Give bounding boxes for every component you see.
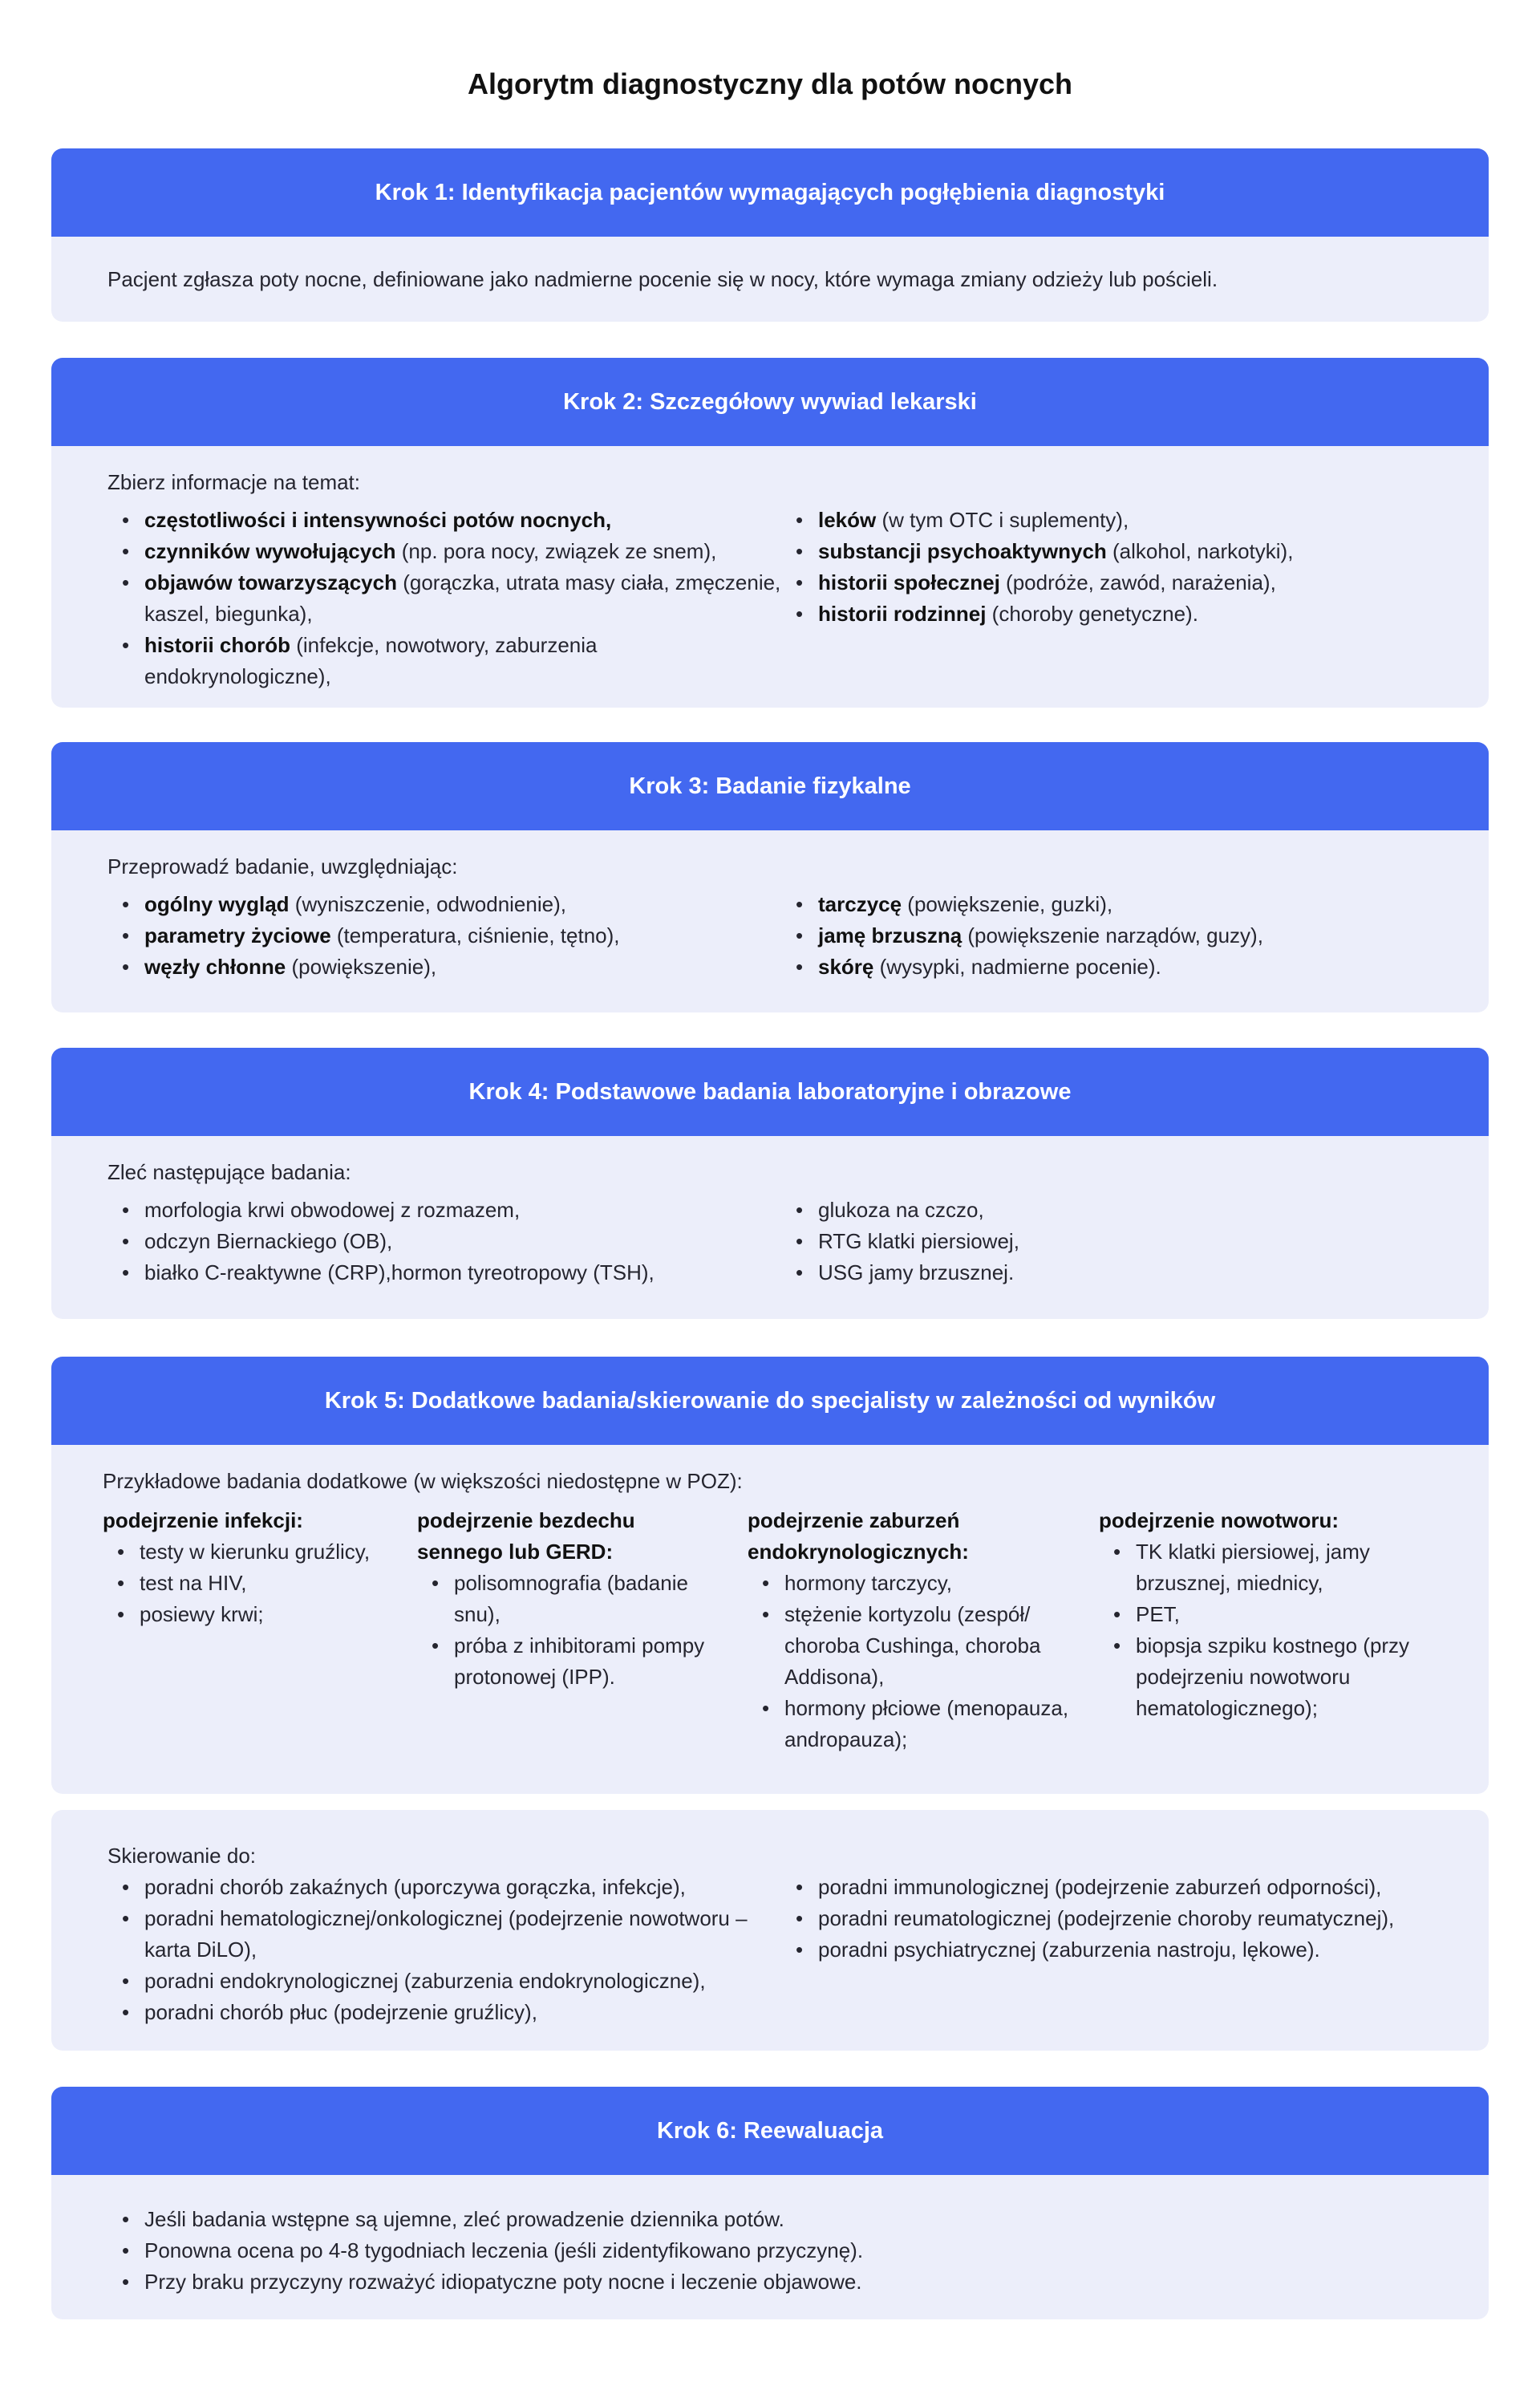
step-3-card [51,742,1489,1012]
step-2-list-right [781,505,1423,692]
list-item: • poradni psychiatrycznej (zaburzenia nastroju, lękowe). [781,1934,1423,1966]
list-item: • posiewy krwi; [103,1599,417,1630]
step-1-text: Pacjent zgłasza poty nocne, definiowane jako nadmierne pocenie się w nocy, które wymaga zmiany odzieży lub pościeli. [107,267,1218,291]
group-title: podejrzenie zaburzeń endokrynologicznych: [748,1508,969,1564]
group-apnea-gerd [417,1505,748,1755]
list-item: • historii społecznej (podróże, zawód, narażenia), [781,567,1423,598]
list-item: • objawów towarzyszących (gorączka, utrata masy ciała, zmęczenie, kaszel, biegunka), [107,567,781,630]
group-infection [103,1505,417,1755]
referral-list-left [107,1872,781,2028]
list-item: • morfologia krwi obwodowej z rozmazem, [107,1195,781,1226]
list-item: • hormony płciowe (menopauza, andropauza); [748,1693,1076,1755]
list-item: • próba z inhibitorami pompy protonowej (IPP). [417,1630,714,1693]
list-item: • poradni immunologicznej (podejrzenie zaburzeń odporności), [781,1872,1423,1903]
list-item: • PET, [1099,1599,1428,1630]
list-item: • biopsja szpiku kostnego (przy podejrzeniu nowotworu hematologicznego); [1099,1630,1428,1724]
list-item: • tarczycę (powiększenie, guzki), [781,889,1423,920]
step-1-header: Krok 1: Identyfikacja pacjentów wymagających pogłębienia diagnostyki [51,148,1489,237]
group-title: podejrzenie bezdechu sennego lub GERD: [417,1508,635,1564]
step-4-body [51,1136,1489,1288]
list-item: • hormony tarczycy, [748,1568,1076,1599]
step-4-card [51,1048,1489,1319]
step-2-body [51,446,1489,692]
list-item: • poradni chorób płuc (podejrzenie gruźlicy), [107,1997,781,2028]
step-5-header: Krok 5: Dodatkowe badania/skierowanie do specjalisty w zależności od wyników [51,1357,1489,1445]
list-item: • poradni endokrynologicznej (zaburzenia endokrynologiczne), [107,1966,781,1997]
step-6-card [51,2087,1489,2319]
step-6-list [107,2204,1433,2298]
list-item: • historii chorób (infekcje, nowotwory, zaburzenia endokrynologiczne), [107,630,781,692]
step-5-intro: Przykładowe badania dodatkowe (w większości niedostępne w POZ): [103,1469,743,1493]
step-1-body [51,237,1489,295]
list-item: • parametry życiowe (temperatura, ciśnienie, tętno), [107,920,781,952]
group-endocrine [748,1505,1099,1755]
step-2-header: Krok 2: Szczegółowy wywiad lekarski [51,358,1489,446]
step-6-body [51,2175,1489,2298]
list-item: • test na HIV, [103,1568,417,1599]
step-4-intro: Zleć następujące badania: [107,1160,351,1184]
list-item: • glukoza na czczo, [781,1195,1423,1226]
list-item: • leków (w tym OTC i suplementy), [781,505,1423,536]
list-item: • ogólny wygląd (wyniszczenie, odwodnienie), [107,889,781,920]
list-item: • Ponowna ocena po 4-8 tygodniach leczenia (jeśli zidentyfikowano przyczynę). [107,2235,1433,2266]
step-4-list-left [107,1195,781,1288]
referral-body [51,1810,1489,2028]
list-item: • jamę brzuszną (powiększenie narządów, guzy), [781,920,1423,952]
list-item: • RTG klatki piersiowej, [781,1226,1423,1257]
list-item: • skórę (wysypki, nadmierne pocenie). [781,952,1423,983]
list-item: • polisomnografia (badanie snu), [417,1568,714,1630]
list-item: • Jeśli badania wstępne są ujemne, zleć prowadzenie dziennika potów. [107,2204,1433,2235]
step-5-card [51,1357,1489,1794]
list-item: • Przy braku przyczyny rozważyć idiopatyczne poty nocne i leczenie objawowe. [107,2266,1433,2298]
step-3-intro: Przeprowadź badanie, uwzględniając: [107,854,458,878]
step-3-header: Krok 3: Badanie fizykalne [51,742,1489,830]
step-4-header: Krok 4: Podstawowe badania laboratoryjne i obrazowe [51,1048,1489,1136]
step-2-list-left [107,505,781,692]
list-item: • historii rodzinnej (choroby genetyczne). [781,598,1423,630]
group-title: podejrzenie nowotworu: [1099,1508,1339,1532]
list-item: • poradni chorób zakaźnych (uporczywa gorączka, infekcje), [107,1872,781,1903]
list-item: • węzły chłonne (powiększenie), [107,952,781,983]
step-3-list-left [107,889,781,983]
list-item: • testy w kierunku gruźlicy, [103,1536,417,1568]
list-item: • czynników wywołujących (np. pora nocy, związek ze snem), [107,536,781,567]
step-6-header: Krok 6: Reewaluacja [51,2087,1489,2175]
step-1-card [51,148,1489,322]
group-title: podejrzenie infekcji: [103,1508,303,1532]
list-item: • poradni reumatologicznej (podejrzenie choroby reumatycznej), [781,1903,1423,1934]
step-3-body [51,830,1489,983]
referral-intro: Skierowanie do: [107,1844,256,1868]
step-5-body [51,1445,1489,1755]
list-item: • odczyn Biernackiego (OB), [107,1226,781,1257]
list-item: • TK klatki piersiowej, jamy brzusznej, miednicy, [1099,1536,1428,1599]
step-2-card [51,358,1489,708]
list-item: • substancji psychoaktywnych (alkohol, narkotyki), [781,536,1423,567]
list-item: • USG jamy brzusznej. [781,1257,1423,1288]
group-cancer [1099,1505,1436,1755]
page-title: Algorytm diagnostyczny dla potów nocnych [467,67,1073,100]
list-item: • poradni hematologicznej/onkologicznej (podejrzenie nowotworu – karta DiLO), [107,1903,781,1966]
list-item: • stężenie kortyzolu (zespół/ choroba Cushinga, choroba Addisona), [748,1599,1076,1693]
list-item: • częstotliwości i intensywności potów nocnych, [107,505,781,536]
step-3-list-right [781,889,1423,983]
list-item: • białko C-reaktywne (CRP),hormon tyreotropowy (TSH), [107,1257,781,1288]
referral-card [51,1810,1489,2051]
step-2-intro: Zbierz informacje na temat: [107,470,361,494]
step-4-list-right [781,1195,1423,1288]
referral-list-right [781,1872,1423,2028]
